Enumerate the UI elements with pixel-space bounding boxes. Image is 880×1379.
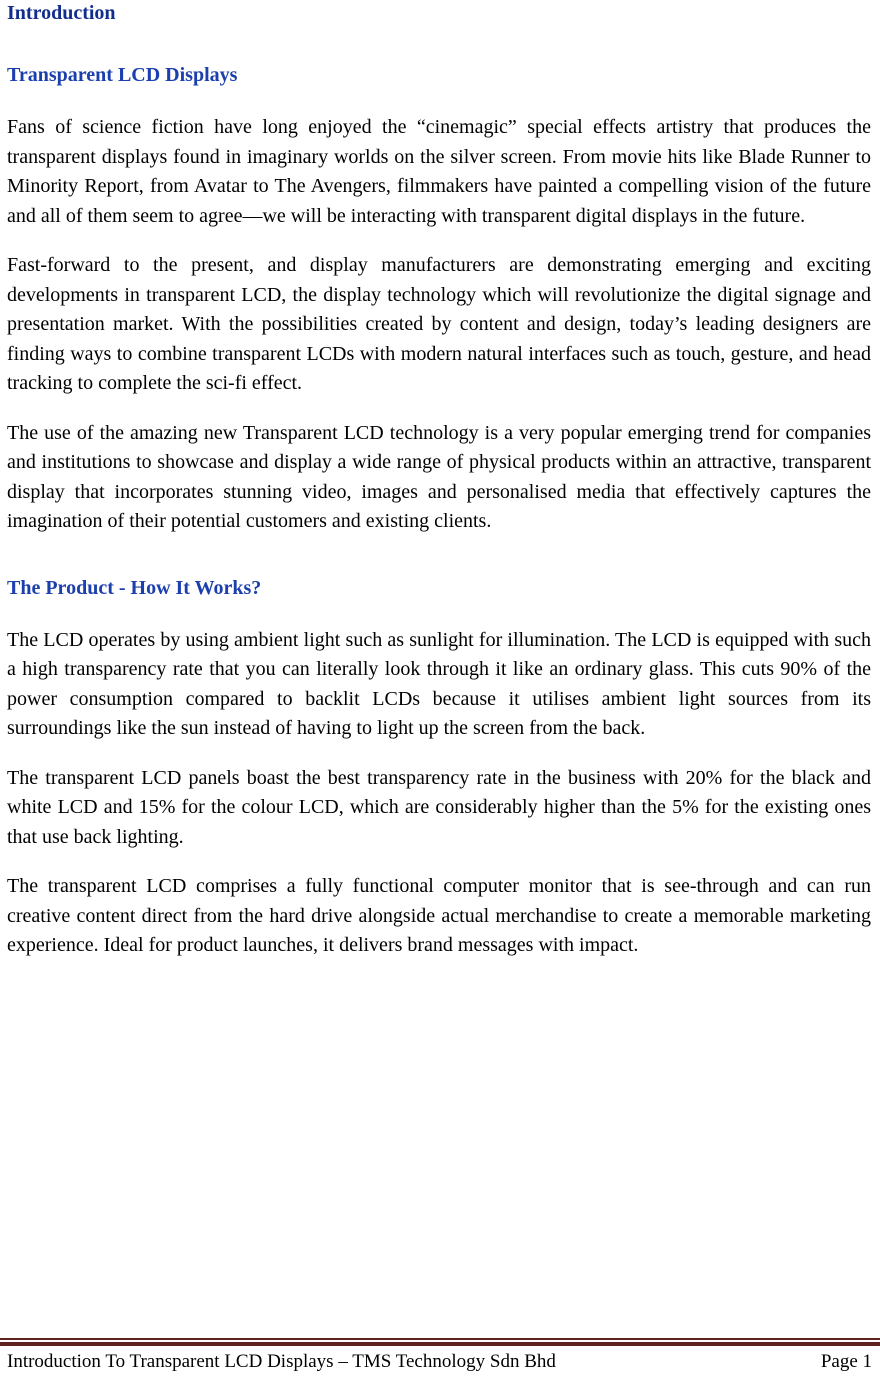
footer-doc-title: Introduction To Transparent LCD Displays – TMS Technology Sdn Bhd — [7, 1351, 556, 1372]
footer-text-row — [0, 1346, 880, 1379]
paragraph: Fans of science fiction have long enjoyed the “cinemagic” special effects artistry that produces the transparent displays found in imaginary worlds on the silver screen. From movie hits like Blade Runner to Minority Report, from Avatar to The Avengers, filmmakers have painted a compelling vision of the future and all of them seem to agree—we will be interacting with transparent digital displays in the future. — [7, 116, 871, 227]
paragraph: Fast-forward to the present, and display manufacturers are demonstrating emerging and exciting developments in transparent LCD, the display technology which will revolutionize the digital signage and presentation market. With the possibilities created by content and design, today’s leading designers are finding ways to combine transparent LCDs with modern natural interfaces such as touch, gesture, and head tracking to complete the sci-fi effect. — [7, 254, 871, 394]
page-title: Introduction — [7, 2, 116, 24]
page-footer — [0, 1338, 880, 1379]
footer-rule-thin — [0, 1338, 880, 1340]
paragraph: The use of the amazing new Transparent LCD technology is a very popular emerging trend for companies and institutions to showcase and display a wide range of physical products within an attractive, transparent display that incorporates stunning video, images and personalised media that effectively captures the imagination of their potential customers and existing clients. — [7, 421, 871, 532]
page-number: Page 1 — [820, 1351, 872, 1372]
paragraph: The LCD operates by using ambient light such as sunlight for illumination. The LCD is equipped with such a high transparency rate that you can literally look through it like an ordinary glass. This cuts 90% of the power consumption compared to backlit LCDs because it utilises ambient light sources from its surroundings like the sun instead of having to light up the screen from the back. — [7, 628, 871, 739]
paragraph: The transparent LCD panels boast the best transparency rate in the business with 20% for the black and white LCD and 15% for the colour LCD, which are considerably higher than the 5% for the existing ones that use back lighting. — [7, 766, 871, 848]
paragraph: The transparent LCD comprises a fully functional computer monitor that is see-through and can run creative content direct from the hard drive alongside actual merchandise to create a memorable marketing experience. Ideal for product launches, it delivers brand messages with impact. — [7, 875, 871, 956]
section-heading-transparent-lcd-displays: Transparent LCD Displays — [7, 64, 238, 86]
section-heading-the-product-how-it-works: The Product - How It Works? — [7, 576, 262, 599]
